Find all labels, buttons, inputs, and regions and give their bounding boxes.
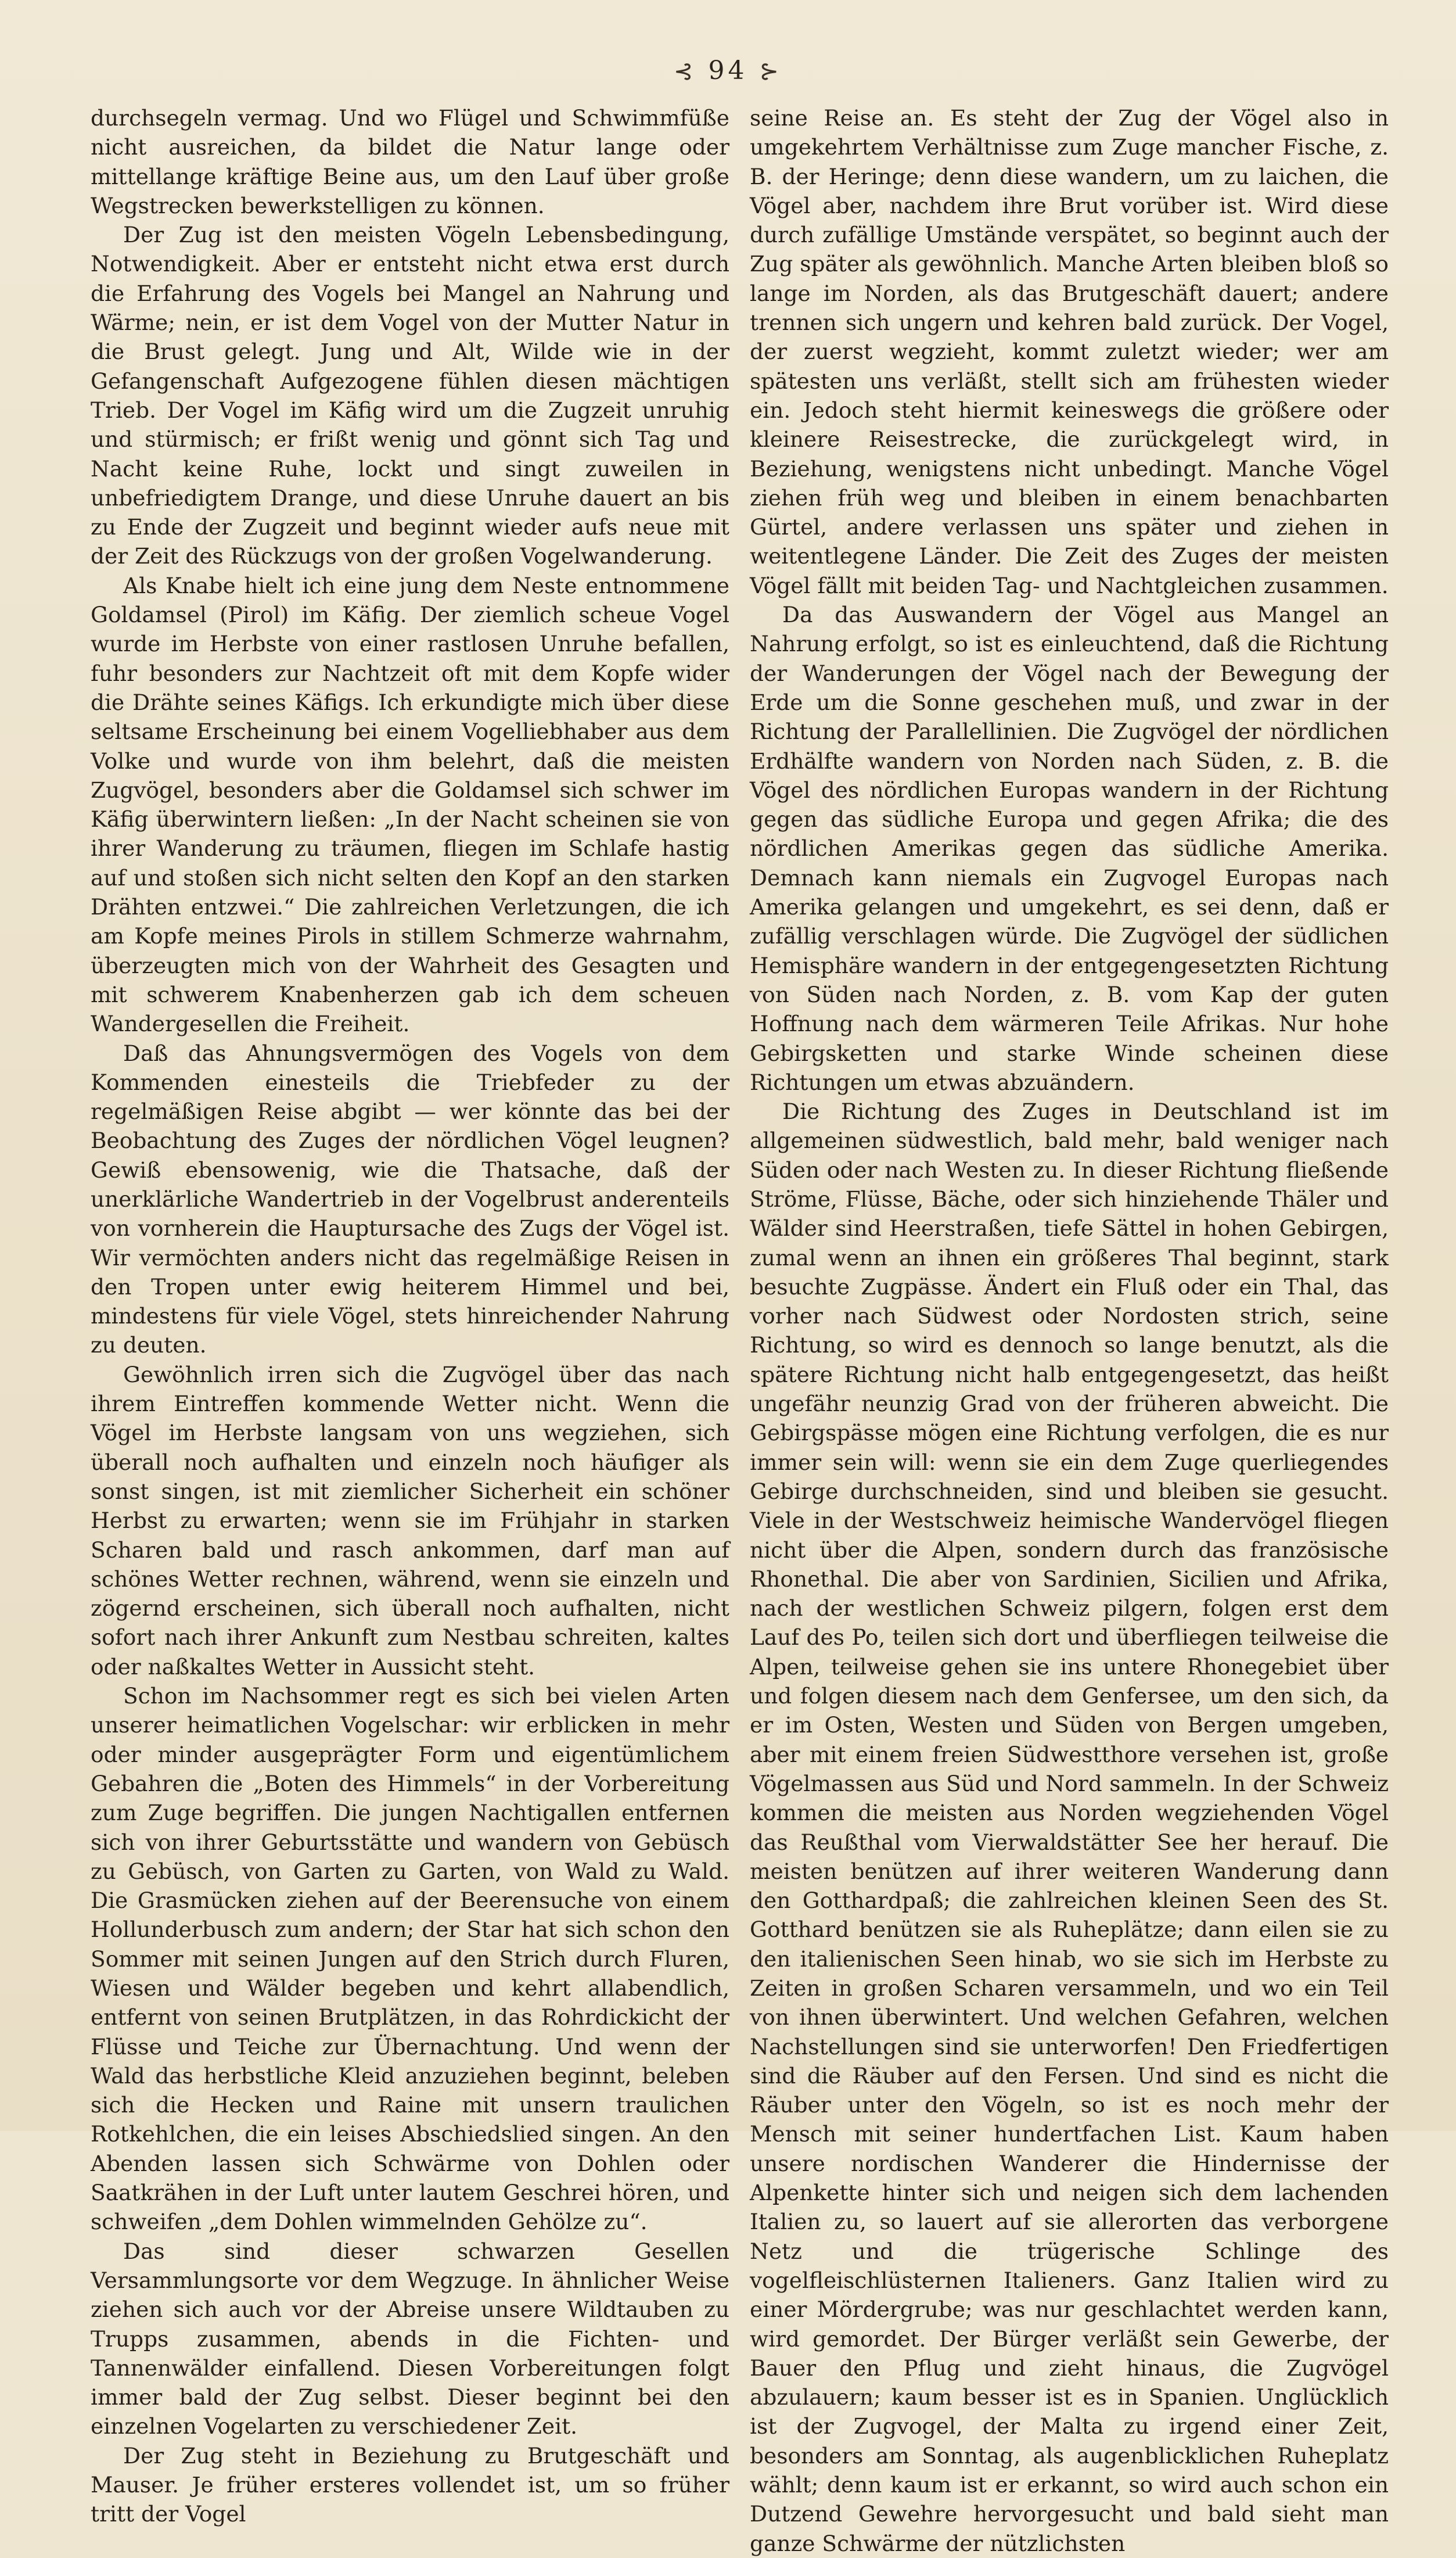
- paragraph: Da das Auswandern der Vögel aus Mangel an Nahrung erfolgt, so ist es einleuchtend, daß die Richtung der Wanderungen der Vögel nach der Bewegung der Erde um die Sonne geschehen muß, und zwar in der Richtung der Parallellinien. Die Zugvögel der nördlichen Erdhälfte wandern von Norden nach Süden, z. B. die Vögel des nördlichen Europas wandern in der Richtung gegen das südliche Europa und gegen Afrika; die des nördlichen Amerikas gegen das südliche Amerika. Demnach kann niemals ein Zugvogel Europas nach Amerika gelangen und umgekehrt, es sei denn, daß er zufällig verschlagen würde. Die Zugvögel der südlichen Hemisphäre wandern in der entgegengesetzten Richtung von Süden nach Norden, z. B. vom Kap der guten Hoffnung nach dem wärmeren Teile Afrikas. Nur hohe Gebirgsketten und starke Winde scheinen diese Richtungen um etwas abzuändern.: [750, 602, 1389, 1095]
- paragraph: Das sind dieser schwarzen Gesellen Versammlungsorte vor dem Wegzuge. In ähnlicher Weise ziehen sich auch vor der Abreise unsere Wildtauben zu Trupps zusammen, abends in die Fichten- und Tannenwälder einfallend. Diesen Vorbereitungen folgt immer bald der Zug selbst. Dieser beginnt bei den einzelnen Vogelarten zu verschiedener Zeit.: [91, 2238, 729, 2439]
- right-column: [750, 103, 1389, 2558]
- paragraph: Die Richtung des Zuges in Deutschland ist im allgemeinen südwestlich, bald mehr, bald weniger nach Süden oder nach Westen zu. In dieser Richtung fließende Ströme, Flüsse, Bäche, oder sich hinziehende Thäler und Wälder sind Heerstraßen, tiefe Sättel in hohen Gebirgen, zumal wenn an ihnen ein größeres Thal beginnt, stark besuchte Zugpässe. Ändert ein Fluß oder ein Thal, das vorher nach Südwest oder Nordosten strich, seine Richtung, so wird es dennoch so lange benutzt, als die spätere Richtung nicht halb entgegengesetzt, das heißt ungefähr neunzig Grad von der früheren abweicht. Die Gebirgspässe mögen eine Richtung verfolgen, die es nur immer sein will: wenn sie ein dem Zuge querliegendes Gebirge durchschneiden, sind und bleiben sie gesucht. Viele in der Westschweiz heimische Wandervögel fliegen nicht über die Alpen, sondern durch das französische Rhonethal. Die aber von Sardinien, Sicilien und Afrika, nach der westlichen Schweiz pilgern, folgen erst dem Lauf des Po, teilen sich dort und überfliegen teilweise die Alpen, teilweise gehen sie ins untere Rhonegebiet über und folgen diesem nach dem Genfersee, um den sich, da er im Osten, Westen und Süden von Bergen umgeben, aber mit einem freien Südwestthore versehen ist, große Vögelmassen aus Süd und Nord sammeln. In der Schweiz kommen die meisten aus Norden wegziehenden Vögel das Reußthal vom Vierwaldstätter See her herauf. Die meisten benützen auf ihrer weiteren Wanderung dann den Gotthardpaß; die zahlreichen kleinen Seen des St. Gotthard benützen sie als Ruheplätze; dann eilen sie zu den italienischen Seen hinab, wo sie sich im Herbste zu Zeiten in großen Scharen versammeln, und wo ein Teil von ihnen überwintert. Und welchen Gefahren, welchen Nachstellungen sind sie unterworfen! Den Friedfertigen sind die Räuber auf den Fersen. Und sind es nicht die Räuber unter den Vögeln, so ist es noch mehr der Mensch mit seiner hundertfachen List. Kaum haben unsere nordischen Wanderer die Hindernisse der Alpenkette hinter sich und neigen sich dem lachenden Italien zu, so lauert auf sie allerorten das verborgene Netz und die trügerische Schlinge des vogelfleischlüsternen Italieners. Ganz Italien wird zu einer Mördergrube; was nur geschlachtet werden kann, wird gemordet. Der Bürger verläßt sein Gewerbe, der Bauer den Pflug und zieht hinaus, die Zugvögel abzulauern; kaum besser ist es in Spanien. Unglücklich ist der Zugvogel, der Malta zu irgend einer Zeit, besonders am Sonntag, als augenblicklichen Ruheplatz wählt; denn kaum ist er erkannt, so wird auch schon ein Dutzend Gewehre hervorgesucht und bald sieht man ganze Schwärme der nützlichsten: [750, 1099, 1389, 2556]
- page-header: [0, 56, 1456, 85]
- paragraph: durchsegeln vermag. Und wo Flügel und Schwimmfüße nicht ausreichen, da bildet die Natur lange oder mittellange kräftige Beine aus, um den Lauf über große Wegstrecken bewerkstelligen zu können.: [91, 105, 729, 218]
- paragraph: Der Zug steht in Beziehung zu Brutgeschäft und Mauser. Je früher ersteres vollendet ist, um so früher tritt der Vogel: [91, 2442, 729, 2527]
- page-number: 94: [708, 56, 748, 85]
- paragraph: Als Knabe hielt ich eine jung dem Neste entnommene Goldamsel (Pirol) im Käfig. Der ziemlich scheue Vogel wurde im Herbste von einer rastlosen Unruhe befallen, fuhr besonders zur Nachtzeit oft mit dem Kopfe wider die Drähte seines Käfigs. Ich erkundigte mich über diese seltsame Erscheinung bei einem Vogelliebhaber aus dem Volke und wurde von ihm belehrt, daß die meisten Zugvögel, besonders aber die Goldamsel sich schwer im Käfig überwintern ließen: „In der Nacht scheinen sie von ihrer Wanderung zu träumen, fliegen im Schlafe hastig auf und stoßen sich nicht selten den Kopf an den starken Drähten entzwei.“ Die zahlreichen Verletzungen, die ich am Kopfe meines Pirols in stillem Schmerze wahrnahm, überzeugten mich von der Wahrheit des Gesagten und mit schwerem Knabenherzen gab ich dem scheuen Wandergesellen die Freiheit.: [91, 572, 729, 1037]
- ornament-left: ⊰: [673, 58, 697, 85]
- left-column: [91, 103, 729, 2529]
- paragraph: Der Zug ist den meisten Vögeln Lebensbedingung, Notwendigkeit. Aber er entsteht nicht etwa erst durch die Erfahrung des Vogels bei Mangel an Nahrung und Wärme; nein, er ist dem Vogel von der Mutter Natur in die Brust gelegt. Jung und Alt, Wilde wie in der Gefangenschaft Aufgezogene fühlen diesen mächtigen Trieb. Der Vogel im Käfig wird um die Zugzeit unruhig und stürmisch; er frißt wenig und gönnt sich Tag und Nacht keine Ruhe, lockt und singt zuweilen in unbefriedigtem Drange, und diese Unruhe dauert an bis zu Ende der Zugzeit und beginnt wieder aufs neue mit der Zeit des Rückzugs von der großen Vogelwanderung.: [91, 222, 729, 569]
- paragraph: Daß das Ahnungsvermögen des Vogels von dem Kommenden einesteils die Triebfeder zu der regelmäßigen Reise abgibt — wer könnte das bei der Beobachtung des Zuges der nördlichen Vögel leugnen? Gewiß ebensowenig, wie die Thatsache, daß der unerklärliche Wandertrieb in der Vogelbrust anderenteils von vornherein die Hauptursache des Zugs der Vögel ist. Wir vermöchten anders nicht das regelmäßige Reisen in den Tropen unter ewig heiterem Himmel und bei, mindestens für viele Vögel, stets hinreichender Nahrung zu deuten.: [91, 1040, 729, 1358]
- paragraph: seine Reise an. Es steht der Zug der Vögel also in umgekehrtem Verhältnisse zum Zuge mancher Fische, z. B. der Heringe; denn diese wandern, um zu laichen, die Vögel aber, nachdem ihre Brut vorüber ist. Wird diese durch zufällige Umstände verspätet, so beginnt auch der Zug später als gewöhnlich. Manche Arten bleiben bloß so lange im Norden, als das Brutgeschäft dauert; andere trennen sich ungern und kehren bald zurück. Der Vogel, der zuerst wegzieht, kommt zuletzt wieder; wer am spätesten uns verläßt, stellt sich am frühesten wieder ein. Jedoch steht hiermit keineswegs die größere oder kleinere Reisestrecke, die zurückgelegt wird, in Beziehung, wenigstens nicht unbedingt. Manche Vögel ziehen früh weg und bleiben in einem benachbarten Gürtel, andere verlassen uns später und ziehen in weitentlegene Länder. Die Zeit des Zuges der meisten Vögel fällt mit beiden Tag- und Nachtgleichen zusammen.: [750, 105, 1389, 598]
- paragraph: Schon im Nachsommer regt es sich bei vielen Arten unserer heimatlichen Vogelschar: wir erblicken in mehr oder minder ausgeprägter Form und eigentümlichem Gebahren die „Boten des Himmels“ in der Vorbereitung zum Zuge begriffen. Die jungen Nachtigallen entfernen sich von ihrer Geburtsstätte und wandern von Gebüsch zu Gebüsch, von Garten zu Garten, von Wald zu Wald. Die Grasmücken ziehen auf der Beerensuche von einem Hollunderbusch zum andern; der Star hat sich schon den Sommer mit seinen Jungen auf den Strich durch Fluren, Wiesen und Wälder begeben und kehrt allabendlich, entfernt von seinen Brutplätzen, in das Rohrdickicht der Flüsse und Teiche zur Übernachtung. Und wenn der Wald das herbstliche Kleid anzuziehen beginnt, beleben sich die Hecken und Raine mit unsern traulichen Rotkehlchen, die ein leises Abschiedslied singen. An den Abenden lassen sich Schwärme von Dohlen oder Saatkrähen in der Luft unter lautem Geschrei hören, und schweifen „dem Dohlen wimmelnden Gehölze zu“.: [91, 1683, 729, 2235]
- paragraph: Gewöhnlich irren sich die Zugvögel über das nach ihrem Eintreffen kommende Wetter nicht. Wenn die Vögel im Herbste langsam von uns wegziehen, sich überall noch aufhalten und einzeln noch häufiger als sonst singen, ist mit ziemlicher Sicherheit ein schöner Herbst zu erwarten; wenn sie im Frühjahr in starken Scharen bald und rasch ankommen, darf man auf schönes Wetter rechnen, während, wenn sie einzeln und zögernd erscheinen, sich überall noch aufhalten, nicht sofort nach ihrer Ankunft zum Nestbau schreiten, kaltes oder naßkaltes Wetter in Aussicht steht.: [91, 1361, 729, 1680]
- ornament-right: ⊱: [759, 58, 783, 85]
